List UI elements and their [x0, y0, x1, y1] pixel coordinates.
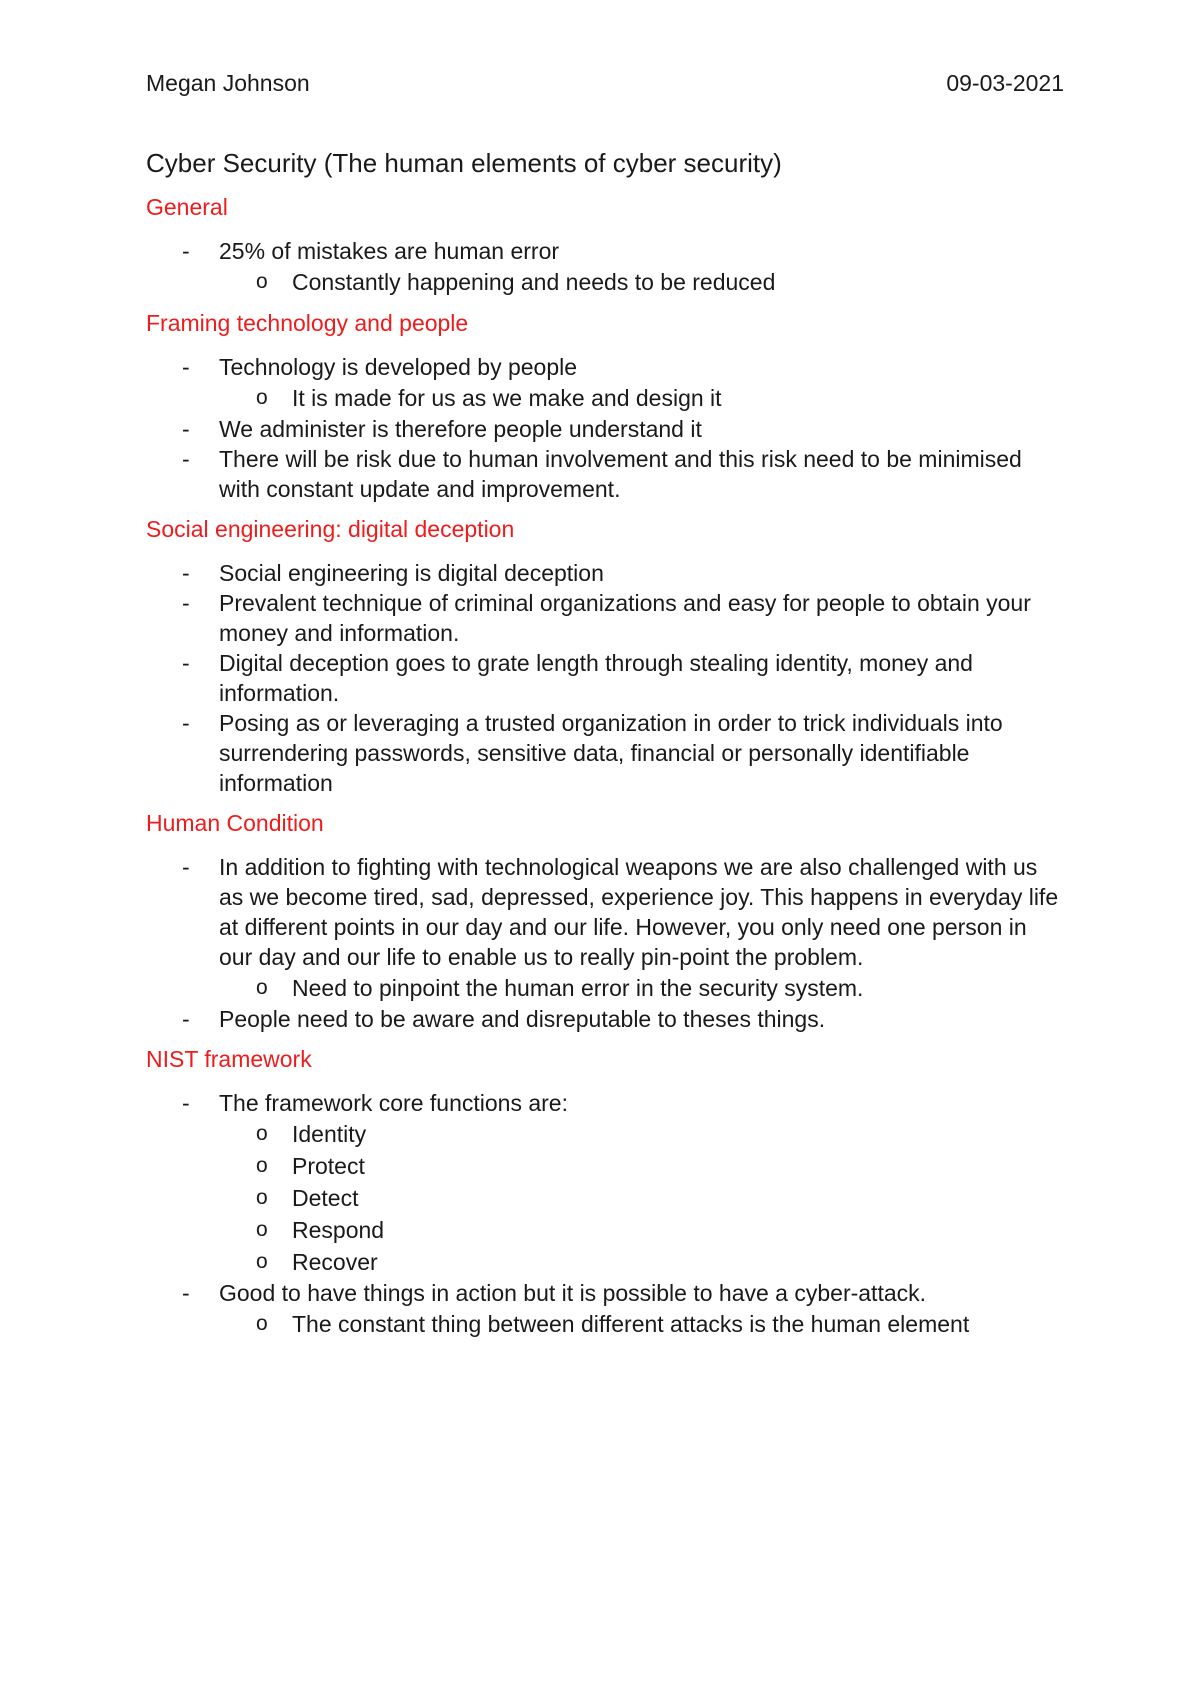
dash-bullet-icon: - [182, 1280, 190, 1306]
author-name: Megan Johnson [146, 70, 310, 96]
circle-bullet-icon: o [256, 1122, 268, 1145]
sub-list-item [219, 382, 1066, 414]
list-item [146, 708, 1066, 798]
section-heading: Social engineering: digital deception [146, 516, 515, 542]
list-item-text: There will be risk due to human involvement and this risk need to be minimised with constant update and improvement. [219, 446, 1022, 502]
list-item [146, 852, 1066, 1004]
section-heading: NIST framework [146, 1046, 312, 1072]
list-item-text: Social engineering is digital deception [219, 560, 604, 586]
sub-bullet-list [146, 1118, 1066, 1278]
sub-list-item [219, 972, 1066, 1004]
sub-list-item-text: Need to pinpoint the human error in the security system. [292, 975, 864, 1001]
list-item [146, 1278, 1066, 1340]
dash-bullet-icon: - [182, 854, 190, 880]
sub-list-item [219, 1246, 1066, 1278]
bullet-list [146, 352, 1066, 504]
dash-bullet-icon: - [182, 238, 190, 264]
list-item-text: People need to be aware and disreputable to theses things. [219, 1006, 826, 1032]
sub-list-item [219, 1150, 1066, 1182]
list-item-text: Good to have things in action but it is possible to have a cyber-attack. [219, 1280, 927, 1306]
sub-list-item-text: Recover [292, 1249, 378, 1275]
dash-bullet-icon: - [182, 710, 190, 736]
circle-bullet-icon: o [256, 1250, 268, 1273]
list-item-text: Technology is developed by people [219, 354, 578, 380]
bullet-list [146, 1088, 1066, 1340]
sub-list-item-text: Protect [292, 1153, 365, 1179]
section-heading: Human Condition [146, 810, 324, 836]
list-item [146, 1004, 1066, 1034]
list-item-text: We administer is therefore people understand it [219, 416, 702, 442]
sub-list-item [219, 1182, 1066, 1214]
dash-bullet-icon: - [182, 354, 190, 380]
dash-bullet-icon: - [182, 446, 190, 472]
list-item-text: In addition to fighting with technological weapons we are also challenged with us as we become tired, sad, depressed, experience joy. This happens in everyday life at different points in our day and our life. However, you only need one person in our day and our life to enable us to really pin-point the problem. [219, 854, 1059, 970]
circle-bullet-icon: o [256, 1186, 268, 1209]
list-item [146, 588, 1066, 648]
dash-bullet-icon: - [182, 650, 190, 676]
sub-list-item [219, 266, 1066, 298]
bullet-list [146, 558, 1066, 798]
section-heading: General [146, 194, 228, 220]
circle-bullet-icon: o [256, 976, 268, 999]
dash-bullet-icon: - [182, 1090, 190, 1116]
sub-list-item-text: Detect [292, 1185, 359, 1211]
sub-list-item-text: The constant thing between different attacks is the human element [292, 1311, 970, 1337]
document-date: 09-03-2021 [946, 70, 1064, 96]
list-item [146, 352, 1066, 414]
list-item-text: Digital deception goes to grate length through stealing identity, money and information. [219, 650, 973, 706]
sub-bullet-list [146, 972, 1066, 1004]
dash-bullet-icon: - [182, 590, 190, 616]
list-item [146, 648, 1066, 708]
sub-list-item [219, 1118, 1066, 1150]
circle-bullet-icon: o [256, 1312, 268, 1335]
document-body [146, 146, 1066, 1350]
list-item-text: Prevalent technique of criminal organizations and easy for people to obtain your money and information. [219, 590, 1031, 646]
dash-bullet-icon: - [182, 416, 190, 442]
circle-bullet-icon: o [256, 386, 268, 409]
list-item [146, 444, 1066, 504]
page-header [146, 70, 1064, 104]
sub-bullet-list [146, 1308, 1066, 1340]
section-heading: Framing technology and people [146, 310, 469, 336]
sections-container [146, 192, 1066, 1340]
sub-list-item [219, 1308, 1066, 1340]
sub-bullet-list [146, 382, 1066, 414]
sub-bullet-list [146, 266, 1066, 298]
list-item [146, 1088, 1066, 1278]
dash-bullet-icon: - [182, 560, 190, 586]
list-item [146, 236, 1066, 298]
sub-list-item-text: Respond [292, 1217, 385, 1243]
dash-bullet-icon: - [182, 1006, 190, 1032]
bullet-list [146, 236, 1066, 298]
sub-list-item-text: Constantly happening and needs to be reduced [292, 269, 776, 295]
list-item [146, 558, 1066, 588]
bullet-list [146, 852, 1066, 1034]
list-item-text: The framework core functions are: [219, 1090, 568, 1116]
circle-bullet-icon: o [256, 270, 268, 293]
list-item-text: 25% of mistakes are human error [219, 238, 560, 264]
circle-bullet-icon: o [256, 1154, 268, 1177]
list-item-text: Posing as or leveraging a trusted organization in order to trick individuals into surrendering passwords, sensitive data, financial or personally identifiable information [219, 710, 1003, 796]
list-item [146, 414, 1066, 444]
sub-list-item-text: Identity [292, 1121, 367, 1147]
circle-bullet-icon: o [256, 1218, 268, 1241]
document-title: Cyber Security (The human elements of cyber security) [146, 148, 782, 178]
sub-list-item [219, 1214, 1066, 1246]
sub-list-item-text: It is made for us as we make and design it [292, 385, 722, 411]
